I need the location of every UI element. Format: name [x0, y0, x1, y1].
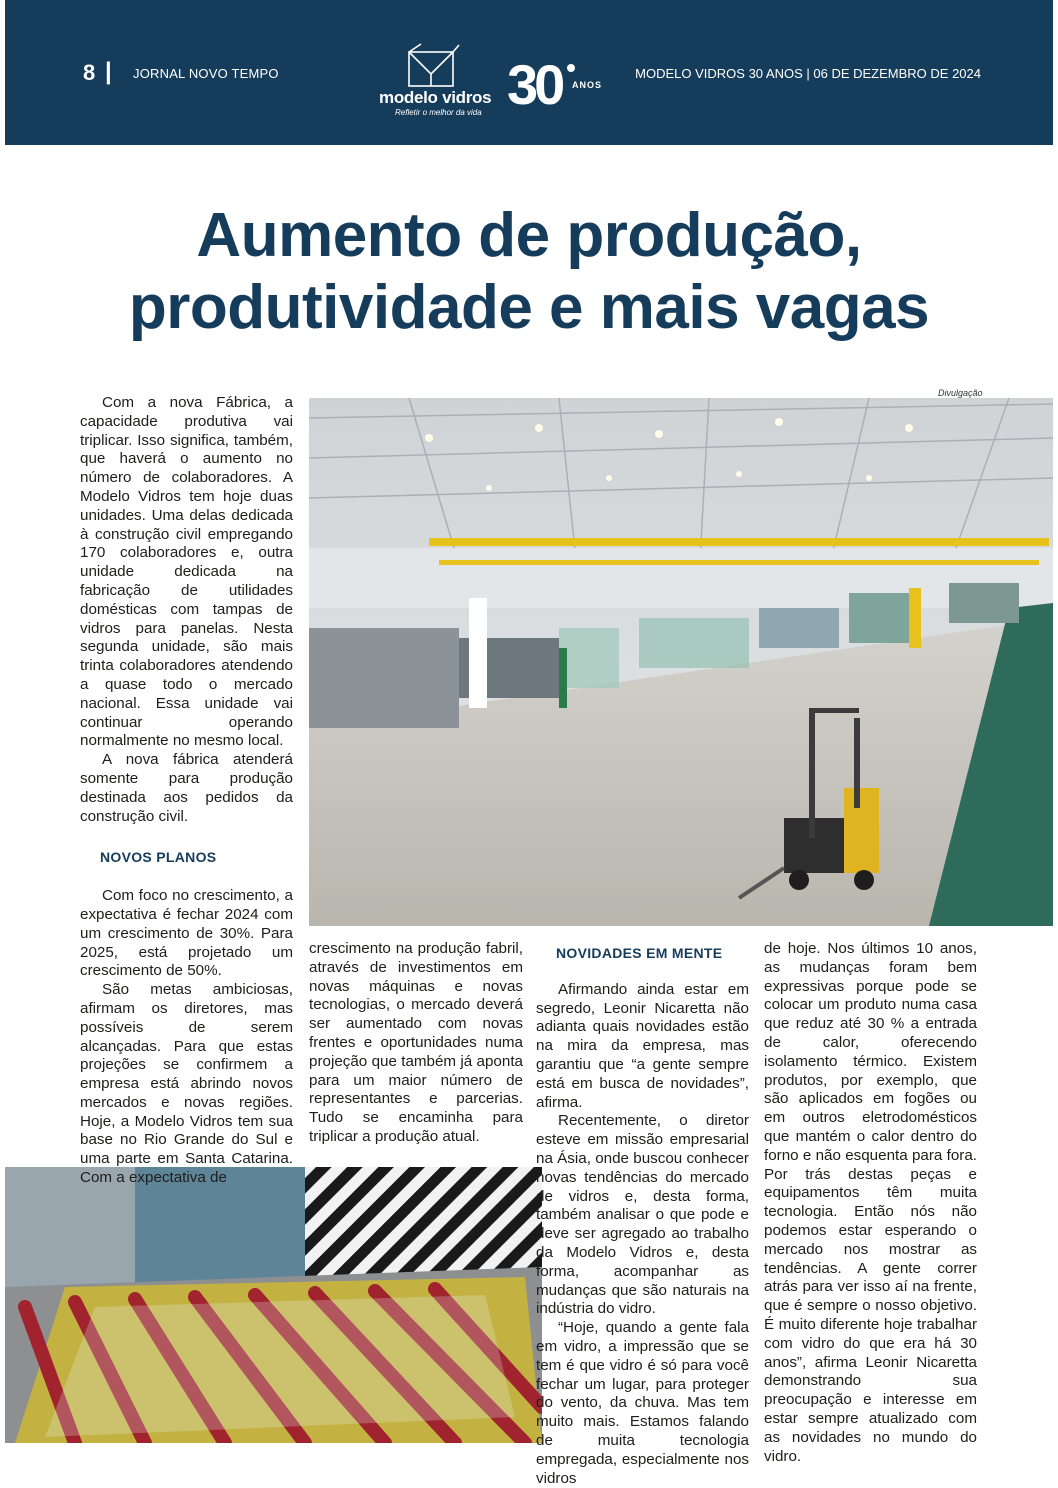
- col1-paragraph-2: A nova fábrica atenderá somente para produção destinada aos pedidos da construção civil.: [80, 751, 293, 825]
- page-number: 8: [83, 60, 97, 85]
- page-header: [5, 0, 1053, 145]
- subhead-novidades-em-mente: NOVIDADES EM MENTE: [556, 945, 723, 961]
- col3-paragraph-1: Afirmando ainda estar em segredo, Leonir Nicaretta não adianta quais novidades estão na mira da empresa, mas garantiu que “a gente sempre está em busca de novidades”, afirma.: [536, 980, 749, 1111]
- col1-paragraph-3: Com foco no crescimento, a expectativa é fechar 2024 com um crescimento de 30%. Para 2025, está projetado um crescimento de 50%.: [80, 887, 293, 980]
- modelo-vidros-logo-icon: [405, 42, 461, 88]
- logo-name: modelo vidros: [379, 88, 492, 107]
- photo-credit: Divulgação: [938, 388, 983, 398]
- factory-floor-photo: [309, 398, 1053, 926]
- glass-roller-line-photo: [5, 1167, 542, 1443]
- article-column-1: [80, 394, 293, 1188]
- col1-paragraph-4: São metas ambiciosas, afirmam os diretores, mas possíveis de serem alcançadas. Para que estas projeções se confirmem a empresa está abrindo novos mercados e novas regiões. Hoje, a Modelo Vidros tem sua base no Rio Grande do Sul e uma parte em Santa Catarina. Com a expectativa de: [80, 981, 293, 1187]
- col4-paragraph-1: de hoje. Nos últimos 10 anos, as mudanças foram bem expressivas porque pode se colocar um produto numa casa que reduz até 30 % a entrada de calor, oferecendo isolamento térmico. Existem produtos, por exemplo, que são aplicados em fogões ou em outros eletrodomésticos que mantém o calor dentro do forno e não esquenta para fora. Por trás destas peças e equipamentos têm muita tecnologia. Então nós não podemos estar esperando o mercado nos mostrar as tendências. A gente correr atrás para ver isso aí na frente, que é sempre o nosso objetivo. É muito diferente hoje trabalhar com vidro do que era há 30 anos”, afirma Leonir Nicaretta demonstrando sua preocupação e interesse em estar sempre atualizado com as novidades no mundo do vidro.: [764, 940, 977, 1465]
- article-column-4: [764, 940, 977, 1466]
- headline-line-2: produtividade e mais vagas: [128, 273, 930, 342]
- logo-tagline: Refletir o melhor da vida: [395, 108, 482, 117]
- subhead-novos-planos: NOVOS PLANOS: [100, 849, 217, 866]
- article-headline: [0, 200, 1058, 344]
- article-column-3: [536, 940, 749, 1488]
- article-column-2: [309, 940, 523, 1147]
- col3-paragraph-2: Recentemente, o diretor esteve em missão empresarial na Ásia, onde buscou conhecer novas tendências do mercado de vidros e, desta forma, também analisar o que pode e deve ser agregado ao trabalho da Modelo Vidros e, desta forma, acompanhar as mudanças que são naturais na indústria do vidro.: [536, 1112, 749, 1318]
- anniversary-word: ANOS: [572, 80, 603, 90]
- anniversary-number: 30: [507, 54, 562, 110]
- page-separator: |: [105, 58, 112, 85]
- col2-paragraph-1: crescimento na produção fabril, através de investimentos em novas máquinas e novas tecnologias, o mercado deverá ser aumentado com novas frentes e oportunidades numa projeção que também já aponta para um maior número de representantes e parcerias. Tudo se encaminha para triplicar a produção atual.: [309, 940, 523, 1145]
- journal-name: JORNAL NOVO TEMPO: [133, 66, 279, 81]
- col3-paragraph-3: “Hoje, quando a gente fala em vidro, a impressão que se tem é que vidro é só para você fechar um lugar, para proteger do vento, da chuva. Mas tem muito mais. Estamos falando de muita tecnologia empregada, especialmente nos vidros: [536, 1319, 749, 1487]
- anniversary-dot-icon: [567, 64, 575, 72]
- col1-paragraph-1: Com a nova Fábrica, a capacidade produtiva vai triplicar. Isso significa, também, que haverá o aumento no número de colaboradores. A Modelo Vidros tem hoje duas unidades. Uma delas dedicada à construção civil empregando 170 colaboradores e, outra unidade dedicada na fabricação de utilidades domésticas com tampas de vidros para panelas. Nesta segunda unidade, são mais trinta colaboradores atendendo a quase todo o mercado nacional. Essa unidade vai continuar operando normalmente no mesmo local.: [80, 394, 293, 750]
- edition-info: MODELO VIDROS 30 ANOS | 06 DE DEZEMBRO DE 2024: [635, 66, 981, 81]
- headline-line-1: Aumento de produção,: [196, 201, 862, 270]
